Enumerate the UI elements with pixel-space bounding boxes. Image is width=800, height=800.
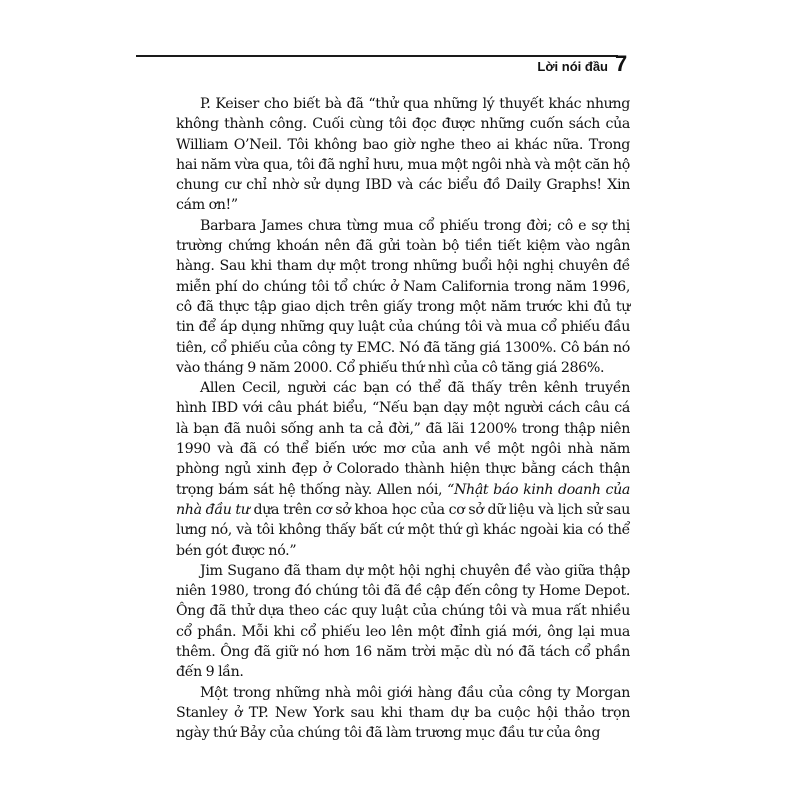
paragraph-keiser: P. Keiser cho biết bà đã “thử qua những lý thuyết khác nhưng không thành công. Cuối cùng tôi đọc được những cuốn sách của William O’Neil. Tôi không bao giờ nghe theo ai khác nữa. Trong hai năm vừa qua, tôi đã nghỉ hưu, mua một ngôi nhà và một căn hộ chung cư chỉ nhờ sử dụng IBD và các biểu đồ Daily Graphs! Xin cám ơn!” <box>176 96 630 214</box>
paragraph-allen-cecil-end: dựa trên cơ sở khoa học của cơ sở dữ liệu và lịch sử sau lưng nó, và tôi không thấy bất cứ một thứ gì khác ngoài kia có thể bén gót được nó.” <box>176 501 630 559</box>
paragraph-allen-cecil-start: Allen Cecil, người các bạn có thể đã thấy trên kênh truyền hình IBD với câu phát biểu, “Nếu bạn dạy một người cách câu cá là bạn đã nuôi sống anh ta cả đời,” đã lãi 1200% trong thập niên 1990 và đã có thể biến ước mơ của anh về một ngôi nhà năm phòng ngủ xinh đẹp ở Colorado thành hiện thực bằng cách thận trọng bám sát hệ thống này. Allen nói, <box>176 380 630 498</box>
running-head: Lời nói đầu <box>537 59 608 74</box>
body-text <box>176 94 630 744</box>
paragraph-barbara-james: Barbara James chưa từng mua cổ phiếu trong đời; cô e sợ thị trường chứng khoán nên đã gửi toàn bộ tiền tiết kiệm vào ngân hàng. Sau khi tham dự một trong những buổi hội nghị chuyên đề miễn phí do chúng tôi tổ chức ở Nam California trong năm 1996, cô đã thực tập giao dịch trên giấy trong một năm trước khi đủ tự tin để áp dụng những quy luật của chúng tôi và mua cổ phiếu đầu tiên, cổ phiếu của công ty EMC. Nó đã tăng giá 1300%. Cô bán nó vào tháng 9 năm 2000. Cổ phiếu thứ nhì của cô tăng giá 286%. <box>176 217 630 376</box>
paragraph-allen-cecil <box>176 378 630 561</box>
page-number: 7 <box>615 51 628 76</box>
newspaper-title-italic: “Nhật báo kinh doanh của nhà đầu tư <box>176 481 630 518</box>
paragraph-jim-sugano: Jim Sugano đã tham dự một hội nghị chuyên đề vào giữa thập niên 1980, trong đó chúng tôi đã đề cập đến công ty Home Depot. Ông đã thử dựa theo các quy luật của chúng tôi và mua rất nhiều cổ phần. Mỗi khi cổ phiếu leo lên một đỉnh giá mới, ông lại mua thêm. Ông đã giữ nó hơn 16 năm trời mặc dù nó đã tách cổ phần đến 9 lần. <box>176 562 630 681</box>
paragraph-morgan-stanley: Một trong những nhà môi giới hàng đầu của công ty Morgan Stanley ở TP. New York sau khi tham dự ba cuộc hội thảo trọn ngày thứ Bảy của chúng tôi đã làm trương mục đầu tư của ông <box>176 684 630 742</box>
